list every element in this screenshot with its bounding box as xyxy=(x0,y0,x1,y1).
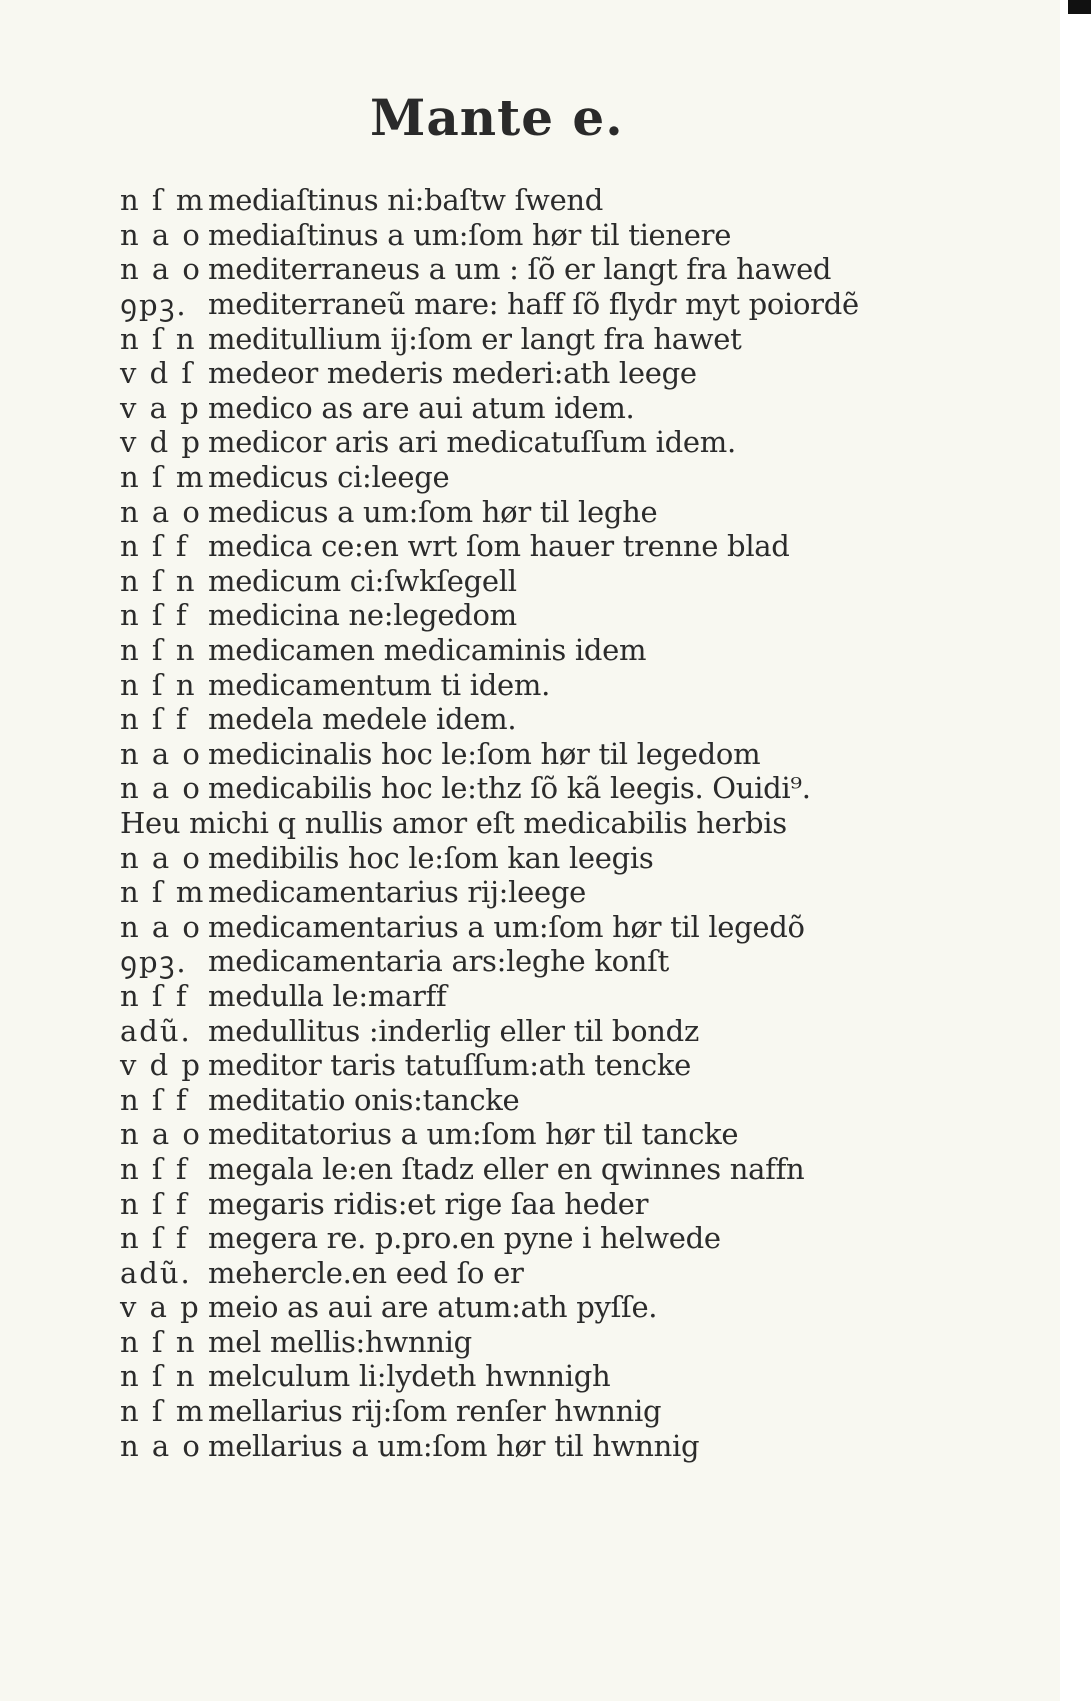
entry-text: medicus a um:ſom hør til leghe xyxy=(208,494,658,529)
grammar-code: n a o xyxy=(120,1428,202,1463)
grammar-code: n ſ m xyxy=(120,183,206,218)
entry-text: medicamentarius a um:ſom hør til legedõ xyxy=(208,909,805,944)
entry-text: medela medele idem. xyxy=(208,702,517,737)
dictionary-entry xyxy=(120,460,859,495)
dictionary-entry xyxy=(120,598,859,633)
entry-text: Heu michi q nullis amor eſt medicabilis herbis xyxy=(120,805,787,840)
dictionary-entry xyxy=(120,909,859,944)
dictionary-entry xyxy=(120,1394,859,1429)
dictionary-entry xyxy=(120,391,859,426)
dictionary-entry xyxy=(120,287,859,322)
grammar-code: n a o xyxy=(120,252,202,287)
grammar-code: n ſ m xyxy=(120,1394,206,1429)
entry-text: medeor mederis mederi:ath leege xyxy=(208,356,697,391)
entry-text: mel mellis:hwnnig xyxy=(208,1324,472,1359)
dictionary-entry xyxy=(120,1117,859,1152)
dictionary-entry xyxy=(120,564,859,599)
entry-text: megala le:en ſtadz eller en qwinnes naffn xyxy=(208,1151,805,1186)
grammar-code: n ſ n xyxy=(120,1324,197,1359)
entry-text: mediaſtinus ni:baſtw ſwend xyxy=(208,183,604,218)
entry-text: medicamen medicaminis idem xyxy=(208,633,647,668)
grammar-code: n ſ f xyxy=(120,978,189,1013)
grammar-code: ꝯpꝫ. xyxy=(120,944,188,979)
grammar-code: v a p xyxy=(120,390,201,425)
dictionary-entry-list xyxy=(120,183,859,1463)
dictionary-entry xyxy=(120,806,859,841)
entry-text: mehercle.en eed ſo er xyxy=(208,1255,524,1290)
entry-text: medicabilis hoc le:thz ſõ kã leegis. Ouidi⁹. xyxy=(208,771,811,806)
entry-text: megaris ridis:et rige ſaa heder xyxy=(208,1186,649,1221)
grammar-code: n ſ m xyxy=(120,460,206,495)
dictionary-entry xyxy=(120,1255,859,1290)
entry-text: mediterraneũ mare: haff ſõ flydr myt poiordẽ xyxy=(208,287,859,322)
dictionary-entry xyxy=(120,737,859,772)
grammar-code: n ſ f xyxy=(120,1186,189,1221)
grammar-code: v d ſ xyxy=(120,356,195,391)
dictionary-entry xyxy=(120,875,859,910)
dictionary-entry xyxy=(120,321,859,356)
grammar-code: v d p xyxy=(120,425,202,460)
entry-text: medibilis hoc le:ſom kan leegis xyxy=(208,840,654,875)
scan-margin xyxy=(1060,0,1091,1701)
entry-text: mellarius a um:ſom hør til hwnnig xyxy=(208,1428,700,1463)
grammar-code: v a p xyxy=(120,1290,201,1325)
dictionary-entry xyxy=(120,1359,859,1394)
entry-text: medico as are aui atum idem. xyxy=(208,390,635,425)
entry-text: melculum li:lydeth hwnnigh xyxy=(208,1359,611,1394)
entry-text: megera re. p.pro.en pyne i helwede xyxy=(208,1221,721,1256)
dictionary-entry xyxy=(120,1428,859,1463)
grammar-code: adũ. xyxy=(120,1013,192,1048)
entry-text: medicamentaria ars:leghe konſt xyxy=(208,944,669,979)
entry-text: mediterraneus a um : ſõ er langt fra hawed xyxy=(208,252,832,287)
grammar-code: n ſ n xyxy=(120,563,197,598)
dictionary-entry xyxy=(120,494,859,529)
grammar-code: n ſ f xyxy=(120,702,189,737)
dictionary-entry xyxy=(120,1082,859,1117)
entry-text: mediaſtinus a um:ſom hør til tienere xyxy=(208,217,732,252)
dictionary-entry xyxy=(120,425,859,460)
entry-text: medicinalis hoc le:ſom hør til legedom xyxy=(208,736,761,771)
scan-edge-mark xyxy=(1068,0,1091,14)
entry-text: medicor aris ari medicatuſſum idem. xyxy=(208,425,736,460)
entry-text: medicina ne:legedom xyxy=(208,598,517,633)
grammar-code: n a o xyxy=(120,494,202,529)
dictionary-entry xyxy=(120,667,859,702)
entry-text: medullitus :inderlig eller til bondz xyxy=(208,1013,699,1048)
grammar-code: n a o xyxy=(120,217,202,252)
grammar-code: n ſ n xyxy=(120,633,197,668)
dictionary-entry xyxy=(120,183,859,218)
dictionary-entry xyxy=(120,944,859,979)
dictionary-entry xyxy=(120,218,859,253)
entry-text: medulla le:marff xyxy=(208,978,447,1013)
dictionary-entry xyxy=(120,1290,859,1325)
entry-text: meditor taris tatuſſum:ath tencke xyxy=(208,1048,691,1083)
grammar-code: n ſ f xyxy=(120,598,189,633)
entry-text: medicamentarius rij:leege xyxy=(208,875,586,910)
grammar-code: n ſ f xyxy=(120,1221,189,1256)
dictionary-entry xyxy=(120,633,859,668)
entry-text: medicus ci:leege xyxy=(208,460,450,495)
grammar-code: n a o xyxy=(120,909,202,944)
entry-text: mellarius rij:ſom renſer hwnnig xyxy=(208,1394,662,1429)
entry-text: meio as aui are atum:ath pyſſe. xyxy=(208,1290,658,1325)
entry-text: meditullium ij:ſom er langt fra hawet xyxy=(208,321,742,356)
grammar-code: n ſ f xyxy=(120,1082,189,1117)
grammar-code: n ſ m xyxy=(120,875,206,910)
entry-text: medica ce:en wrt ſom hauer trenne blad xyxy=(208,529,790,564)
dictionary-entry xyxy=(120,840,859,875)
grammar-code: n a o xyxy=(120,1117,202,1152)
entry-text: medicamentum ti idem. xyxy=(208,667,550,702)
dictionary-entry xyxy=(120,1186,859,1221)
dictionary-entry xyxy=(120,1325,859,1360)
grammar-code: n a o xyxy=(120,736,202,771)
grammar-code: n ſ n xyxy=(120,321,197,356)
dictionary-entry xyxy=(120,356,859,391)
dictionary-entry xyxy=(120,1152,859,1187)
grammar-code: n ſ f xyxy=(120,1151,189,1186)
grammar-code: v d p xyxy=(120,1048,202,1083)
entry-text: meditatio onis:tancke xyxy=(208,1082,520,1117)
dictionary-entry xyxy=(120,252,859,287)
dictionary-entry xyxy=(120,1013,859,1048)
grammar-code: n a o xyxy=(120,771,202,806)
dictionary-entry xyxy=(120,529,859,564)
page-heading: Mante e. xyxy=(370,88,624,147)
grammar-code: adũ. xyxy=(120,1255,192,1290)
dictionary-entry xyxy=(120,1221,859,1256)
entry-text: medicum ci:ſwkſegell xyxy=(208,563,517,598)
grammar-code: n a o xyxy=(120,840,202,875)
dictionary-entry xyxy=(120,979,859,1014)
dictionary-entry xyxy=(120,702,859,737)
dictionary-entry xyxy=(120,1048,859,1083)
entry-text: meditatorius a um:ſom hør til tancke xyxy=(208,1117,739,1152)
grammar-code: n ſ n xyxy=(120,667,197,702)
grammar-code: ꝯpꝫ. xyxy=(120,287,188,322)
dictionary-entry xyxy=(120,771,859,806)
grammar-code: n ſ n xyxy=(120,1359,197,1394)
grammar-code: n ſ f xyxy=(120,529,189,564)
